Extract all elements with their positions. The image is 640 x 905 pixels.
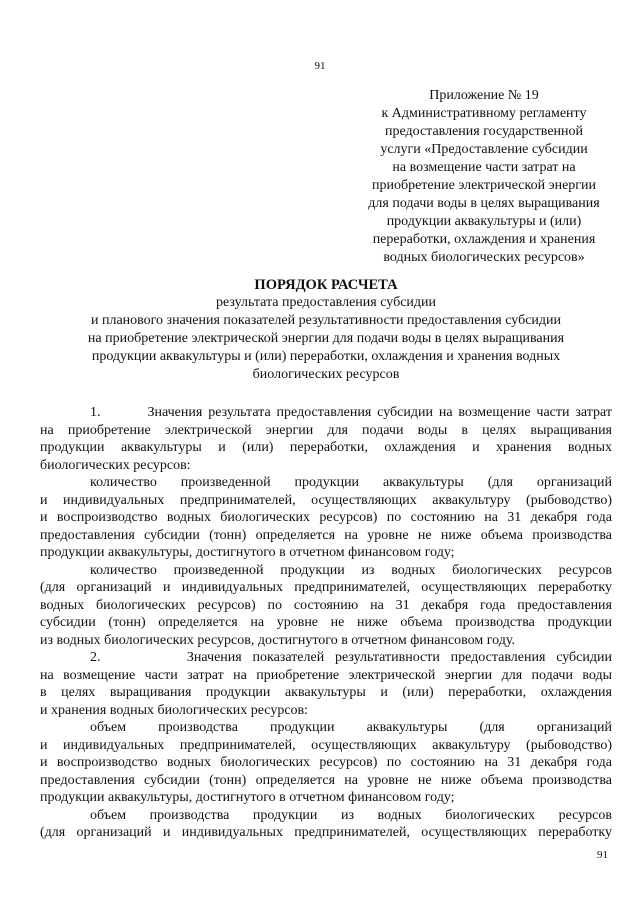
body-text bbox=[40, 404, 612, 842]
body-line: (для организаций и индивидуальных предпринимателей, осуществляющих переработку bbox=[40, 825, 612, 840]
appendix-line: на возмещение части затрат на bbox=[392, 160, 576, 175]
body-line: продукции аквакультуры и (или) переработки, охлаждения и хранения водных bbox=[40, 440, 612, 455]
body-line: и хранения водных биологических ресурсов: bbox=[40, 702, 309, 718]
appendix-line: водных биологических ресурсов» bbox=[383, 250, 585, 265]
body-line: продукции аквакультуры, достигнутого в отчетном финансовом году; bbox=[40, 545, 455, 560]
appendix-line: к Административному регламенту bbox=[381, 106, 587, 121]
appendix-header bbox=[350, 87, 618, 267]
body-line: в целях выращивания продукции аквакультуры и (или) переработки, охлаждения bbox=[40, 685, 612, 700]
body-line: предоставления субсидии (тонн) определяется на уровне не ниже объема производства bbox=[40, 772, 612, 788]
body-line: объем производства продукции аквакультуры (для организаций bbox=[90, 720, 612, 735]
body-line: объем производства продукции из водных биологических ресурсов bbox=[90, 807, 612, 823]
body-line: 2. Значения показателей результативности предоставления субсидии bbox=[90, 650, 612, 665]
body-line: водных биологических ресурсов) по состоянию на 31 декабря года предоставления bbox=[40, 597, 612, 613]
body-line: и воспроизводство водных биологических ресурсов) по состоянию на 31 декабря года bbox=[40, 510, 612, 525]
title-line: результата предоставления субсидии bbox=[215, 295, 437, 310]
title-line: продукции аквакультуры и (или) переработки, охлаждения и хранения водных bbox=[91, 349, 561, 364]
body-line: количество произведенной продукции из водных биологических ресурсов bbox=[90, 562, 612, 578]
title-line: на приобретение электрической энергии для подачи воды в целях выращивания bbox=[87, 331, 565, 346]
appendix-line: приобретение электрической энергии bbox=[371, 178, 597, 193]
appendix-line: Приложение № 19 bbox=[429, 88, 539, 103]
title-heading: ПОРЯДОК РАСЧЕТА bbox=[254, 277, 398, 293]
body-line: продукции аквакультуры, достигнутого в отчетном финансовом году; bbox=[40, 790, 455, 805]
title-line: биологических ресурсов bbox=[252, 367, 400, 382]
body-line: и воспроизводство водных биологических ресурсов) по состоянию на 31 декабря года bbox=[40, 755, 612, 770]
body-line: субсидии (тонн) определяется на уровне не ниже объема производства продукции bbox=[40, 615, 612, 630]
title-line: и планового значения показателей результативности предоставления субсидии bbox=[90, 313, 562, 328]
body-line: количество произведенной продукции аквакультуры (для организаций bbox=[90, 475, 612, 490]
body-line: из водных биологических ресурсов, достигнутого в отчетном финансовом году. bbox=[40, 632, 515, 648]
body-line: биологических ресурсов: bbox=[40, 457, 191, 473]
body-line: и индивидуальных предпринимателей, осуществляющих аквакультуру (рыбоводство) bbox=[40, 737, 612, 753]
body-line: на приобретение электрической энергии для подачи воды в целях выращивания bbox=[40, 422, 612, 438]
appendix-line: для подачи воды в целях выращивания bbox=[368, 196, 600, 211]
title-subtitle bbox=[40, 294, 612, 384]
appendix-line: услуги «Предоставление субсидии bbox=[380, 142, 588, 157]
appendix-line: продукции аквакультуры и (или) bbox=[386, 214, 582, 229]
body-line: 1. Значения результата предоставления субсидии на возмещение части затрат bbox=[90, 405, 612, 420]
body-line: предоставления субсидии (тонн) определяется на уровне не ниже объема производства bbox=[40, 527, 612, 543]
document-title bbox=[40, 276, 612, 384]
body-line: (для организаций и индивидуальных предпринимателей, осуществляющих переработку bbox=[40, 580, 612, 595]
body-line: и индивидуальных предпринимателей, осуществляющих аквакультуру (рыбоводство) bbox=[40, 492, 612, 508]
appendix-line: переработки, охлаждения и хранения bbox=[372, 232, 596, 247]
body-line: на возмещение части затрат на приобретение электрической энергии для подачи воды bbox=[40, 667, 612, 683]
page-number-top: 91 bbox=[314, 60, 326, 72]
appendix-line: предоставления государственной bbox=[384, 124, 584, 139]
page-number-bottom: 91 bbox=[597, 849, 608, 861]
